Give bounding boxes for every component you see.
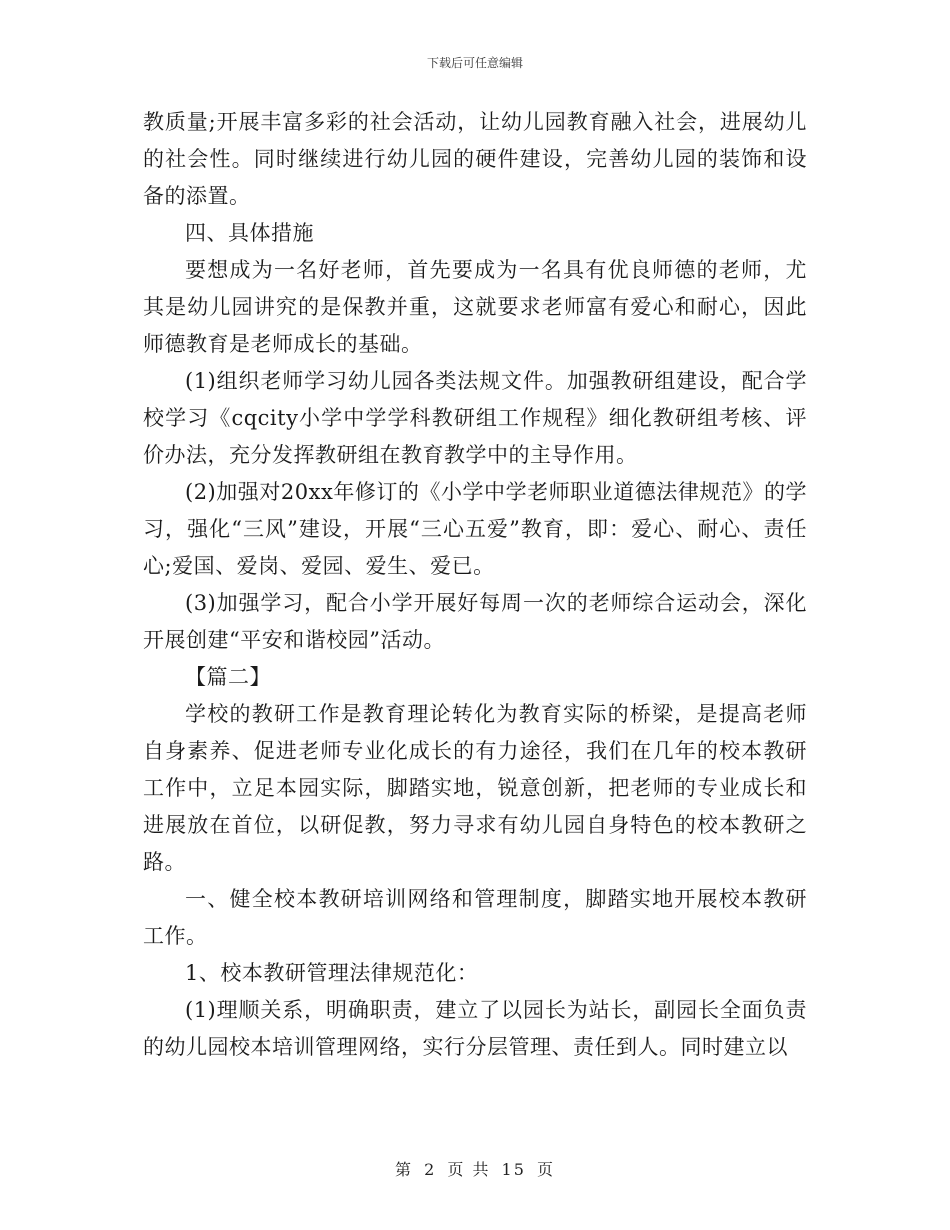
- total-page-count: 15: [501, 1160, 526, 1179]
- list-item: (2)加强对20xx年修订的《小学中学老师职业道德法律规范》的学习，强化“三风”建设，开展“三心五爱”教育，即：爱心、耐心、责任心;爱国、爱岗、爱园、爱生、爱已。: [143, 480, 807, 578]
- paragraph: 要想成为一名好老师，首先要成为一名具有优良师德的老师，尤其是幼儿园讲究的是保教并重，这就要求老师富有爱心和耐心，因此师德教育是老师成长的基础。: [143, 258, 807, 356]
- current-page-number: 2: [424, 1160, 437, 1179]
- section-heading: 一、健全校本教研培训网络和管理制度，脚踏实地开展校本教研工作。: [143, 887, 807, 948]
- footer-middle: 页 共: [447, 1160, 491, 1179]
- page-header: 下载后可任意编辑: [426, 56, 523, 70]
- section-heading: 【篇二】: [185, 665, 271, 689]
- subsection-heading: 1、校本教研管理法律规范化：: [185, 961, 479, 985]
- footer-suffix: 页: [537, 1160, 556, 1179]
- paragraph: 学校的教研工作是教育理论转化为教育实际的桥梁，是提高老师自身素养、促进老师专业化成长的有力途径，我们在几年的校本教研工作中，立足本园实际，脚踏实地，锐意创新，把老师的专业成长和进展放在首位，以研促教，努力寻求有幼儿园自身特色的校本教研之路。: [143, 702, 807, 874]
- footer-prefix: 第: [394, 1160, 413, 1179]
- list-item: (1)理顺关系，明确职责，建立了以园长为站长，副园长全面负责的幼儿园校本培训管理网络，实行分层管理、责任到人。同时建立以: [143, 998, 807, 1059]
- section-heading: 四、具体措施: [185, 221, 314, 245]
- list-item: (1)组织老师学习幼儿园各类法规文件。加强教研组建设，配合学校学习《cqcity小学中学学科教研组工作规程》细化教研组考核、评价办法，充分发挥教研组在教育教学中的主导作用。: [143, 369, 807, 467]
- paragraph: 教质量;开展丰富多彩的社会活动，让幼儿园教育融入社会，进展幼儿的社会性。同时继续进行幼儿园的硬件建设，完善幼儿园的装饰和设备的添置。: [143, 110, 807, 208]
- document-body: [143, 104, 807, 1066]
- list-item: (3)加强学习，配合小学开展好每周一次的老师综合运动会，深化开展创建“平安和谐校园”活动。: [143, 591, 807, 652]
- page-footer: [0, 1157, 950, 1180]
